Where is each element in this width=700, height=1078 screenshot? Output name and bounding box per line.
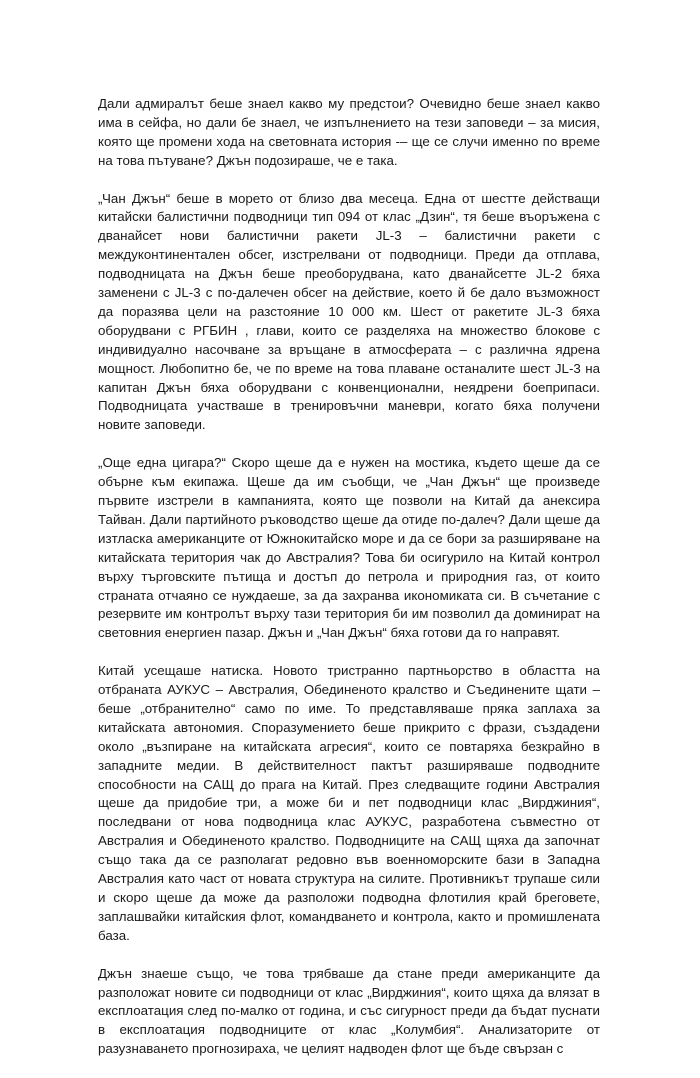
text-column bbox=[98, 95, 600, 1078]
paragraph-admiral: Дали адмиралът беше знаел какво му предстои? Очевидно беше знаел какво има в сейфа, но дали бе знаел, че изпълнението на тези заповеди – за мисия, която ще промени хода на световната история -– ще се случи именно по време на това пътуване? Джън подозираше, че е така. bbox=[98, 96, 600, 168]
paragraph-virginia: Джън знаеше също, че това трябваше да стане преди американците да разположат новите си подводници от клас „Вирджиния“, които щяха да влязат в експлоатация след по-малко от година, и със сигурност преди да бъдат пуснати в експлоатация подводниците от клас „Колумбия“. Анализаторите от разузнаването прогнозираха, че целият надводен флот ще бъде свързан с bbox=[98, 965, 600, 1057]
paragraph-submarine: „Чан Джън“ беше в морето от близо два месеца. Една от шестте действащи китайски балистични подводници тип 094 от клас „Дзин“, тя беше въоръжена с дванайсет нови балистични ракети JL-3 – балистични ракети с междуконтинентален обсег, изстрелвани от подводници. Преди да отплава, подводницата на Джън беше преоборудвана, като дванайсетте JL-2 бяха заменени с JL-3 с по-далечен обсег на действие, което й бе дало възможност да поразява цели на разстояние 10 000 км. Шест от ракетите JL-3 бяха оборудвани с РГБИН , глави, които се разделяха на множество блокове с индивидуално насочване за връщане в атмосферата – с различна ядрена мощност. Любопитно бе, че по време на това плаване останалите шест JL-3 на капитан Джън бяха оборудвани с конвенционални, неядрени боеприпаси. Подводницата участваше в тренировъчни маневри, когато бяха получени новите заповеди. bbox=[98, 190, 600, 433]
paragraph-aukus: Китай усещаше натиска. Новото тристранно партньорство в областта на отбраната АУКУС – Австралия, Обединеното кралство и Съединените щати – беше „отбранително“ само по име. То представляваше пряка заплаха за китайската автономия. Споразумението беше прикрито с фрази, създадени около „възпиране на китайската агресия“, които се повтаряха безкрайно в западните медии. В действителност пактът разширяваше подводните способности на САЩ до прага на Китай. През следващите години Австралия щеше да придобие три, а може би и пет подводници клас „Вирджиния“, последвани от нова подводница клас АУКУС, разработена съвместно от Австралия и Обединеното кралство. Подводниците на САЩ щяха да започнат също така да се разполагат редовно във военноморските бази в Западна Австралия като част от новата структура на силите. Противникът трупаше сили и скоро щеше да може да разположи подводна флотилия край бреговете, заплашвайки китайския флот, командването и контрола, както и промишлената база. bbox=[98, 663, 600, 943]
paragraph-cigarette: „Още една цигара?“ Скоро щеше да е нужен на мостика, където щеше да се обърне към екипажа. Щеше да им съобщи, че „Чан Джън“ ще произведе първите изстрели в кампанията, която ще позволи на Китай да анексира Тайван. Дали партийното ръководство щеше да отиде по-далеч? Дали щеше да изтласка американците от Южнокитайско море и да се бори за разширяване на китайската територия чак до Австралия? Това би осигурило на Китай контрол върху търговските пътища и достъп до петрола и природния газ, от които страната отчаяно се нуждаеше, за да захранва икономиката си. В съчетание с резервите им контролът върху тази територия би им позволил да доминират на световния енергиен пазар. Джън и „Чан Джън“ бяха готови да го направят. bbox=[98, 455, 600, 641]
